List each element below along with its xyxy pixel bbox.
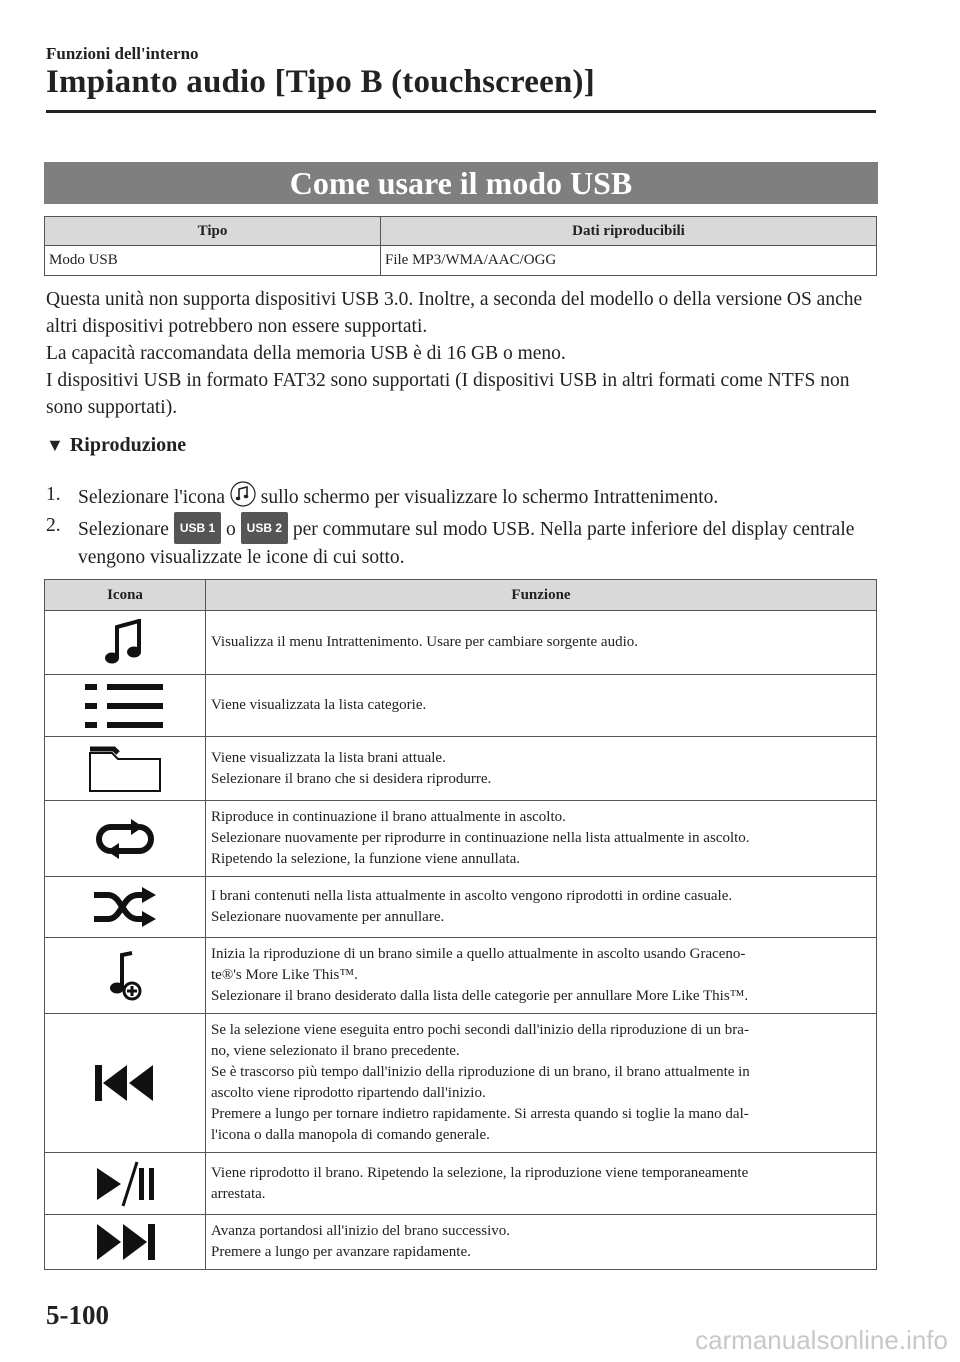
step-2: 2. Selezionare USB 1 o USB 2 per commutare sul modo USB. Nella parte inferiore del display centrale vengono visualizzate le icone di cui sotto. <box>46 512 876 572</box>
paragraph: Questa unità non supporta dispositivi USB 3.0. Inoltre, a seconda del modello o della versione OS anche altri dispositivi potrebbero non essere supportati. <box>46 289 863 337</box>
folder-icon <box>88 745 162 793</box>
table-header: Dati riproducibili <box>381 217 877 246</box>
table-cell: Modo USB <box>45 246 381 276</box>
table-header: Funzione <box>206 580 877 611</box>
page-title: Impianto audio [Tipo B (touchscreen)] <box>46 64 595 100</box>
table-header: Tipo <box>45 217 381 246</box>
table-row: Avanza portandosi all'inizio del brano successivo. Premere a lungo per avanzare rapidamente. <box>45 1215 877 1270</box>
table-row: Viene visualizzata la lista categorie. <box>45 675 877 737</box>
usb2-button: USB 2 <box>241 512 288 544</box>
previous-track-icon <box>93 1063 157 1103</box>
usb1-button: USB 1 <box>174 512 221 544</box>
icon-function-table <box>44 579 877 1270</box>
table-row: Visualizza il menu Intrattenimento. Usare per cambiare sorgente audio. <box>45 611 877 675</box>
table-cell: File MP3/WMA/AAC/OGG <box>381 246 877 276</box>
paragraph: La capacità raccomandata della memoria USB è di 16 GB o meno. <box>46 343 566 364</box>
music-note-icon <box>103 619 147 667</box>
step-1: 1. Selezionare l'icona sullo schermo per visualizzare lo schermo Intrattenimento. <box>46 481 876 512</box>
title-rule <box>46 110 876 113</box>
table-header: Icona <box>45 580 206 611</box>
steps-list <box>46 481 876 572</box>
section-heading: ▼ Riproduzione <box>46 434 187 456</box>
playable-data-table <box>44 216 877 276</box>
repeat-icon <box>93 819 157 859</box>
table-row: I brani contenuti nella lista attualmente in ascolto vengono riprodotti in ordine casuale. Selezionare nuovamente per annullare. <box>45 877 877 938</box>
music-note-icon <box>230 481 256 507</box>
triangle-icon: ▼ <box>46 435 64 455</box>
shuffle-icon <box>92 887 158 927</box>
section-banner: Come usare il modo USB <box>44 162 878 204</box>
paragraph: I dispositivi USB in formato FAT32 sono supportati (I dispositivi USB in altri formati come NTFS non sono supportati). <box>46 370 850 418</box>
table-row: Se la selezione viene eseguita entro pochi secondi dall'inizio della riproduzione di un bra- no, viene selezionato il brano precedente. Se è trascorso più tempo dall'inizio della riproduzione di un brano, il brano attualmente in ascolto viene riprodotto ripartendo dall'inizio. Premere a lungo per tornare indietro rapidamente. Si arresta quando si toglie la mano dal- l'icona o dalla manopola di comando generale. <box>45 1014 877 1153</box>
watermark: carmanualsonline.info <box>695 1325 948 1355</box>
table-row: Viene riprodotto il brano. Ripetendo la selezione, la riproduzione viene temporaneamente arrestata. <box>45 1153 877 1215</box>
next-track-icon <box>93 1222 157 1262</box>
table-row: Inizia la riproduzione di un brano simile a quello attualmente in ascolto usando Graceno- te®'s More Like This™. Selezionare il brano desiderato dalla lista delle categorie per annullare More Like This™. <box>45 938 877 1014</box>
more-like-this-icon <box>108 951 142 1001</box>
table-row: Riproduce in continuazione il brano attualmente in ascolto. Selezionare nuovamente per riprodurre in continuazione nella lista attualmente in ascolto. Ripetendo la selezione, la funzione viene annullata. <box>45 801 877 877</box>
list-icon <box>85 682 165 730</box>
section-label: Funzioni dell'interno <box>46 44 199 63</box>
page-number: 5-100 <box>46 1300 109 1330</box>
table-row <box>45 246 877 276</box>
intro-text <box>46 286 876 421</box>
play-pause-icon <box>93 1160 157 1208</box>
table-row: Viene visualizzata la lista brani attuale. Selezionare il brano che si desidera riprodurre. <box>45 737 877 801</box>
